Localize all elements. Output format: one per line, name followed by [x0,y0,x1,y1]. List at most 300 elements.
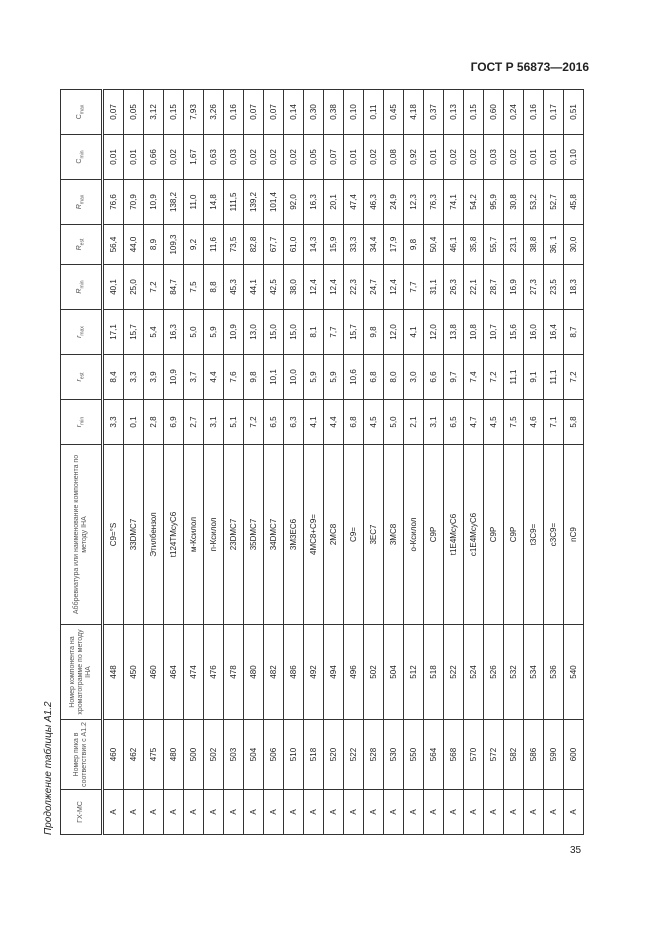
table-cell: 33,3 [344,225,364,265]
table-cell: 6,5 [264,400,284,445]
table-cell: 23DMC7 [224,445,244,625]
table-cell: 500 [184,720,204,790]
table-header-row [61,90,103,835]
table-cell: 7,7 [404,265,424,310]
table-cell: 6,6 [424,355,444,400]
table-cell: 528 [364,720,384,790]
column-header [61,625,103,720]
table-cell: 530 [384,720,404,790]
table-cell: 0,03 [224,135,244,180]
table-cell: 9,8 [364,310,384,355]
table-cell: 478 [224,625,244,720]
table-cell: А [544,790,564,835]
column-header [61,265,103,310]
table-cell: 7,2 [484,355,504,400]
table-cell: 12,0 [384,310,404,355]
table-cell: 70,9 [124,180,144,225]
table-cell: 0,10 [564,135,584,180]
table-cell: 30,0 [564,225,584,265]
table-cell: 3,9 [144,355,164,400]
table-cell: 504 [244,720,264,790]
table-row [144,90,164,835]
table-cell: 10,1 [264,355,284,400]
table-cell: 9,7 [444,355,464,400]
table-cell: 4,5 [484,400,504,445]
table-cell: 22,3 [344,265,364,310]
table-cell: 3M3EC6 [284,445,304,625]
table-cell: 504 [384,625,404,720]
table-cell: 3,1 [204,400,224,445]
table-cell: 38,8 [524,225,544,265]
table-cell: 7,6 [224,355,244,400]
table-cell: 31,1 [424,265,444,310]
table-cell: 586 [524,720,544,790]
table-cell: 12,4 [324,265,344,310]
table-row [224,90,244,835]
table-row [444,90,464,835]
table-cell: 502 [204,720,224,790]
table-cell: 7,1 [544,400,564,445]
table-cell: 536 [544,625,564,720]
table-cell: 496 [344,625,364,720]
table-cell: 4MC8+C9= [304,445,324,625]
table-cell: 15,7 [344,310,364,355]
table-cell: 45,3 [224,265,244,310]
table-cell: 3,7 [184,355,204,400]
table-row [464,90,484,835]
table-cell: 7,93 [184,90,204,135]
table-cell: 5,1 [224,400,244,445]
table-cell: о-Ксилол [404,445,424,625]
table-cell: 518 [304,720,324,790]
table-cell: 9,8 [404,225,424,265]
table-cell: 7,7 [324,310,344,355]
table-cell: 448 [103,625,124,720]
table-cell: 8,0 [384,355,404,400]
column-header [61,445,103,625]
table-cell: 23,1 [504,225,524,265]
table-cell: 11,6 [204,225,224,265]
table-cell: 2,8 [144,400,164,445]
table-cell: 11,1 [544,355,564,400]
table-cell: А [184,790,204,835]
table-cell: 11,1 [504,355,524,400]
column-header [61,180,103,225]
table-cell: 0,02 [284,135,304,180]
table-cell: Этилбензол [144,445,164,625]
table-cell: C9P [504,445,524,625]
table-cell: 13,0 [244,310,264,355]
table-cell: c1E4McyC6 [464,445,484,625]
table-row [484,90,504,835]
table-cell: 474 [184,625,204,720]
table-cell: t124TMcyC6 [164,445,184,625]
table-cell: 2,7 [184,400,204,445]
column-header-subscript: min [79,416,86,425]
table-cell: C9= [344,445,364,625]
column-header-subscript: max [79,194,86,205]
table-cell: 564 [424,720,444,790]
table-cell: 10,7 [484,310,504,355]
table-cell: 138,2 [164,180,184,225]
table-row [124,90,144,835]
table-cell: 482 [264,625,284,720]
table-cell: 0,13 [444,90,464,135]
data-table [60,89,584,835]
table-cell: А [504,790,524,835]
document-code: ГОСТ Р 56873—2016 [470,60,589,74]
table-cell: 44,1 [244,265,264,310]
table-cell: 506 [264,720,284,790]
table-cell: 0,66 [144,135,164,180]
table-cell: 0,05 [304,135,324,180]
table-cell: 16,3 [304,180,324,225]
table-row [184,90,204,835]
table-row [103,90,124,835]
column-header-label: r [75,379,83,382]
table-cell: 4,7 [464,400,484,445]
table-cell: 6,3 [284,400,304,445]
table-cell: 10,6 [344,355,364,400]
column-header-label: Номер компонента на хроматограмме по методу IHA [69,629,92,715]
table-cell: А [364,790,384,835]
table-cell: А [344,790,364,835]
table-cell: м-Ксилол [184,445,204,625]
table-cell: 7,2 [564,355,584,400]
table-cell: 480 [244,625,264,720]
table-cell: 6,9 [164,400,184,445]
table-cell: А [284,790,304,835]
table-cell: 0,16 [224,90,244,135]
table-cell: А [444,790,464,835]
table-cell: 0,63 [204,135,224,180]
table-cell: 53,2 [524,180,544,225]
table-cell: А [224,790,244,835]
table-cell: 0,01 [524,135,544,180]
table-cell: 46,3 [364,180,384,225]
table-cell: 52,7 [544,180,564,225]
table-row [404,90,424,835]
table-cell: 0,51 [564,90,584,135]
table-row [504,90,524,835]
column-header [61,135,103,180]
table-cell: 0,11 [364,90,384,135]
table-cell: 4,18 [404,90,424,135]
table-row [204,90,224,835]
table-cell: 34,4 [364,225,384,265]
table-cell: 0,15 [164,90,184,135]
table-cell: C9P [424,445,444,625]
table-cell: 532 [504,625,524,720]
table-cell: 0,01 [424,135,444,180]
table-cell: п-Ксилол [204,445,224,625]
table-cell: 50,4 [424,225,444,265]
table-cell: 0,07 [244,90,264,135]
table-cell: 5,9 [324,355,344,400]
table-cell: 28,7 [484,265,504,310]
column-header-label: Номер пика в соответствии с А1.2 [73,722,88,787]
table-cell: 92,0 [284,180,304,225]
table-cell: 12,0 [424,310,444,355]
table-row [244,90,264,835]
table-cell: 27,3 [524,265,544,310]
table-cell: 45,8 [564,180,584,225]
table-cell: 570 [464,720,484,790]
table-cell: 0,02 [164,135,184,180]
column-header-label: R [75,204,83,210]
table-cell: 502 [364,625,384,720]
table-cell: 550 [404,720,424,790]
table-cell: 76,3 [424,180,444,225]
table-cell: 73,5 [224,225,244,265]
table-cell: 0,30 [304,90,324,135]
column-header-label: R [75,245,83,251]
table-cell: 0,60 [484,90,504,135]
table-cell: 5,0 [384,400,404,445]
table-cell: А [204,790,224,835]
table-cell: 475 [144,720,164,790]
table-cell: 24,7 [364,265,384,310]
table-cell: 2MC8 [324,445,344,625]
table-row [344,90,364,835]
table-cell: 139,2 [244,180,264,225]
table-cell: 568 [444,720,464,790]
table-cell: 8,4 [103,355,124,400]
table-cell: 3EC7 [364,445,384,625]
table-row [544,90,564,835]
column-header-label: C [75,158,83,164]
table-cell: 5,9 [304,355,324,400]
table-cell: А [144,790,164,835]
table-cell: 0,17 [544,90,564,135]
table-cell: 7,4 [464,355,484,400]
table-cell: 8,1 [304,310,324,355]
table-cell: 4,4 [324,400,344,445]
table-cell: А [164,790,184,835]
table-cell: 38,0 [284,265,304,310]
table-cell: 590 [544,720,564,790]
table-cell: 503 [224,720,244,790]
table-cell: 0,37 [424,90,444,135]
table-cell: 4,4 [204,355,224,400]
table-cell: 0,02 [264,135,284,180]
table-cell: 13,8 [444,310,464,355]
table-cell: 464 [164,625,184,720]
table-cell: 5,9 [204,310,224,355]
table-cell: 0,38 [324,90,344,135]
column-header-label: ГХ-МС [77,801,84,823]
column-header-label: r [75,335,83,338]
table-cell: 0,92 [404,135,424,180]
table-cell: 4,1 [304,400,324,445]
table-cell: А [404,790,424,835]
table-cell: А [464,790,484,835]
table-cell: 0,01 [344,135,364,180]
table-cell: 6,8 [364,355,384,400]
column-header-subscript: min [79,150,86,159]
table-cell: 522 [444,625,464,720]
table-cell: 10,0 [284,355,304,400]
table-cell: 450 [124,625,144,720]
rotated-table-block [43,90,585,835]
table-cell: 111,5 [224,180,244,225]
table-cell: 5,4 [144,310,164,355]
column-header-label: R [75,288,83,294]
column-header-subscript: est [79,372,86,380]
table-cell: 0,03 [484,135,504,180]
table-cell: А [564,790,584,835]
table-caption: Продолжение таблицы А1.2 [43,701,54,835]
column-header-subscript: min [79,280,86,289]
column-header-subscript: max [79,104,86,115]
table-cell: 34DMC7 [264,445,284,625]
table-cell: 3,0 [404,355,424,400]
table-cell: 510 [284,720,304,790]
table-row [364,90,384,835]
table-cell: 3,3 [103,400,124,445]
table-cell: 0,10 [344,90,364,135]
table-cell: 30,8 [504,180,524,225]
table-cell: 10,9 [144,180,164,225]
table-cell: 494 [324,625,344,720]
table-cell: 40,1 [103,265,124,310]
table-row [524,90,544,835]
table-cell: 522 [344,720,364,790]
table-cell: 44,0 [124,225,144,265]
table-cell: 0,07 [264,90,284,135]
table-cell: 14,3 [304,225,324,265]
table-cell: 16,3 [164,310,184,355]
column-header [61,225,103,265]
table-cell: C9=°S [103,445,124,625]
table-cell: А [124,790,144,835]
table-cell: 3MC8 [384,445,404,625]
column-header [61,400,103,445]
table-cell: 61,0 [284,225,304,265]
table-row [564,90,584,835]
table-cell: 35DMC7 [244,445,264,625]
table-cell: 1,67 [184,135,204,180]
table-cell: 84,7 [164,265,184,310]
table-cell: C9P [484,445,504,625]
table-cell: 33DMC7 [124,445,144,625]
table-cell: 600 [564,720,584,790]
table-cell: 42,5 [264,265,284,310]
table-cell: 109,3 [164,225,184,265]
table-cell: 6,8 [344,400,364,445]
table-cell: 7,5 [184,265,204,310]
table-cell: 462 [124,720,144,790]
table-cell: 54,2 [464,180,484,225]
column-header [61,90,103,135]
table-cell: 7,2 [144,265,164,310]
table-cell: А [244,790,264,835]
table-row [424,90,444,835]
table-cell: 0,02 [244,135,264,180]
table-cell: 0,02 [364,135,384,180]
table-cell: 540 [564,625,584,720]
table-cell: 12,4 [384,265,404,310]
table-cell: 8,9 [144,225,164,265]
table-cell: 5,8 [564,400,584,445]
table-cell: 22,1 [464,265,484,310]
table-cell: А [103,790,124,835]
table-cell: 95,9 [484,180,504,225]
table-row [264,90,284,835]
table-cell: 460 [103,720,124,790]
table-cell: А [304,790,324,835]
table-cell: 512 [404,625,424,720]
table-cell: 476 [204,625,224,720]
table-cell: 74,1 [444,180,464,225]
table-cell: 3,1 [424,400,444,445]
table-cell: 15,7 [124,310,144,355]
table-cell: 9,8 [244,355,264,400]
table-cell: 0,24 [504,90,524,135]
table-cell: 492 [304,625,324,720]
table-cell: 9,1 [524,355,544,400]
table-cell: 12,4 [304,265,324,310]
table-cell: 16,4 [544,310,564,355]
table-cell: 5,0 [184,310,204,355]
table-cell: 10,9 [164,355,184,400]
table-cell: 0,01 [124,135,144,180]
table-row [384,90,404,835]
table-cell: 8,7 [564,310,584,355]
table-cell: 0,15 [464,90,484,135]
table-cell: 20,1 [324,180,344,225]
table-cell: 526 [484,625,504,720]
table-cell: nC9 [564,445,584,625]
table-cell: 7,2 [244,400,264,445]
table-cell: 0,1 [124,400,144,445]
table-row [284,90,304,835]
table-cell: 480 [164,720,184,790]
table-cell: 24,9 [384,180,404,225]
table-cell: 0,16 [524,90,544,135]
table-cell: 25,0 [124,265,144,310]
table-cell: 9,2 [184,225,204,265]
table-cell: 15,6 [504,310,524,355]
table-cell: 15,0 [264,310,284,355]
column-header [61,720,103,790]
page-number: 35 [570,845,582,856]
table-cell: 534 [524,625,544,720]
column-header-subscript: max [79,326,86,336]
table-cell: 8,8 [204,265,224,310]
column-header-label: C [75,114,83,120]
table-cell: 4,1 [404,310,424,355]
table-cell: 4,5 [364,400,384,445]
table-cell: А [524,790,544,835]
table-cell: t3C9= [524,445,544,625]
table-cell: 18,3 [564,265,584,310]
table-cell: 47,4 [344,180,364,225]
table-cell: 4,6 [524,400,544,445]
table-row [164,90,184,835]
table-row [324,90,344,835]
table-cell: 0,07 [324,135,344,180]
table-cell: 0,02 [464,135,484,180]
table-cell: 10,9 [224,310,244,355]
table-cell: 14,8 [204,180,224,225]
table-cell: 10,8 [464,310,484,355]
table-cell: 0,14 [284,90,304,135]
table-cell: 17,1 [103,310,124,355]
table-cell: 0,02 [444,135,464,180]
column-header [61,310,103,355]
table-cell: 26,3 [444,265,464,310]
